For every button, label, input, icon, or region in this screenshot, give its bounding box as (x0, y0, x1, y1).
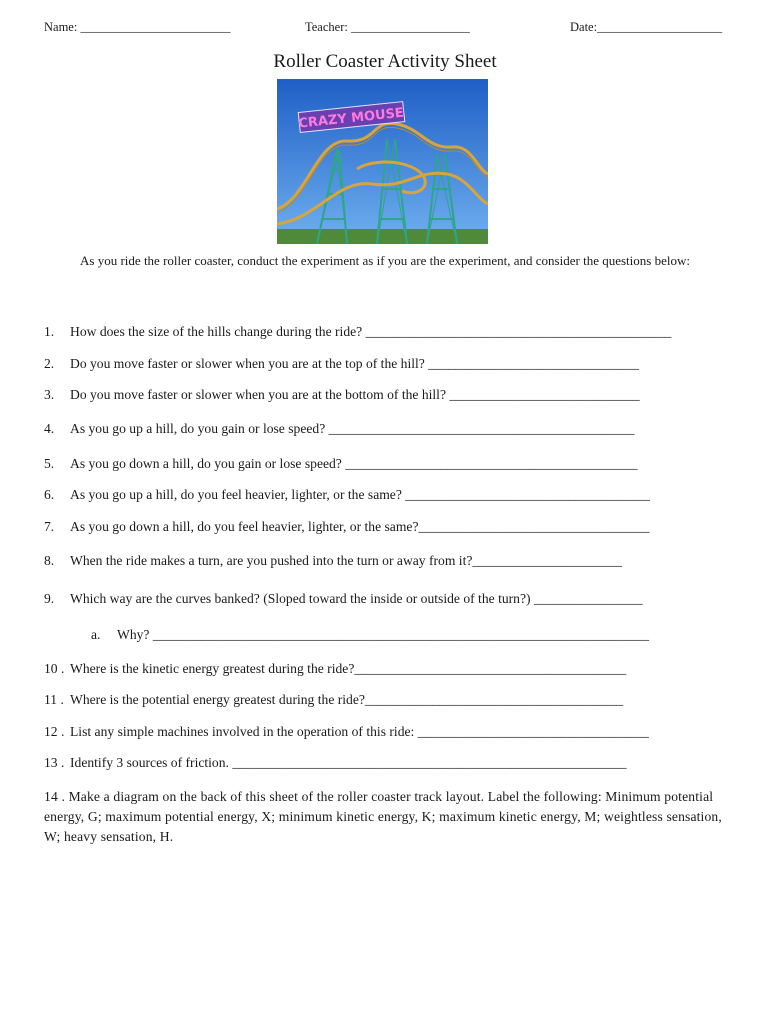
question-row (44, 487, 650, 503)
question-number: a. (91, 627, 101, 642)
question-number: 9. (44, 591, 55, 606)
question-number: 8. (44, 553, 55, 568)
question-text: As you go up a hill, do you gain or lose speed? _____________________________________________ (70, 421, 635, 436)
question-row (44, 324, 671, 340)
question-text: Why? _________________________________________________________________________ (117, 627, 650, 642)
question-row (44, 591, 643, 607)
question-14 (44, 787, 724, 847)
question-row (44, 519, 650, 535)
question-row (44, 387, 640, 403)
intro-text: As you ride the roller coaster, conduct the experiment as if you are the experiment, and consider the questions below: (80, 253, 690, 268)
date-field-label: Date:____________________ (570, 20, 723, 34)
roller-coaster-photo (277, 79, 488, 244)
question-row (44, 456, 638, 472)
question-row (91, 627, 649, 643)
question-text: List any simple machines involved in the operation of this ride: __________________________________ (70, 724, 649, 739)
question-text: As you go down a hill, do you gain or lose speed? ___________________________________________ (70, 456, 638, 471)
question-row (44, 356, 639, 372)
question-row (44, 553, 622, 569)
roller-coaster-illustration (277, 79, 488, 244)
coaster-sign-text: CRAZY MOUSE (297, 105, 405, 132)
question-number: 10 . (44, 661, 65, 676)
question-row (44, 724, 649, 740)
question-number: 4. (44, 421, 55, 436)
question-text: Identify 3 sources of friction. __________________________________________________________ (70, 755, 627, 770)
question-text: Do you move faster or slower when you are at the top of the hill? _______________________________ (70, 356, 639, 371)
page-title: Roller Coaster Activity Sheet (273, 51, 497, 72)
question-number: 2. (44, 356, 55, 371)
question-text: Do you move faster or slower when you are at the bottom of the hill? ____________________________ (70, 387, 640, 402)
question-number: 11 . (44, 692, 64, 707)
question-number: 12 . (44, 724, 65, 739)
question-text: How does the size of the hills change during the ride? _____________________________________________ (70, 324, 672, 339)
name-field-label: Name: ________________________ (44, 20, 231, 34)
teacher-field-label: Teacher: ___________________ (305, 20, 470, 34)
question-text: Make a diagram on the back of this sheet of the roller coaster track layout. Label the following: Minimum potential energy, G; maximum potential energy, X; minimum kinetic energy, K; maximum kinetic energy, M; weightless sensation, W; heavy sensation, H. (44, 789, 722, 844)
question-text: Where is the kinetic energy greatest during the ride?________________________________________ (70, 661, 627, 676)
question-row (44, 421, 634, 437)
question-number: 7. (44, 519, 55, 534)
question-number: 6. (44, 487, 55, 502)
question-number: 1. (44, 324, 55, 339)
question-number: 14 . (44, 789, 65, 804)
question-number: 13 . (44, 755, 65, 770)
question-number: 5. (44, 456, 55, 471)
question-text: Where is the potential energy greatest during the ride?______________________________________ (70, 692, 624, 707)
question-text: When the ride makes a turn, are you pushed into the turn or away from it?______________________ (70, 553, 622, 568)
question-row (44, 661, 626, 677)
question-text: As you go down a hill, do you feel heavier, lighter, or the same?__________________________________ (70, 519, 650, 534)
question-row (44, 755, 627, 771)
question-text: Which way are the curves banked? (Sloped toward the inside or outside of the turn?) ________________ (70, 591, 643, 606)
question-text: As you go up a hill, do you feel heavier, lighter, or the same? ____________________________________ (70, 487, 650, 502)
question-row (44, 692, 623, 708)
question-number: 3. (44, 387, 55, 402)
